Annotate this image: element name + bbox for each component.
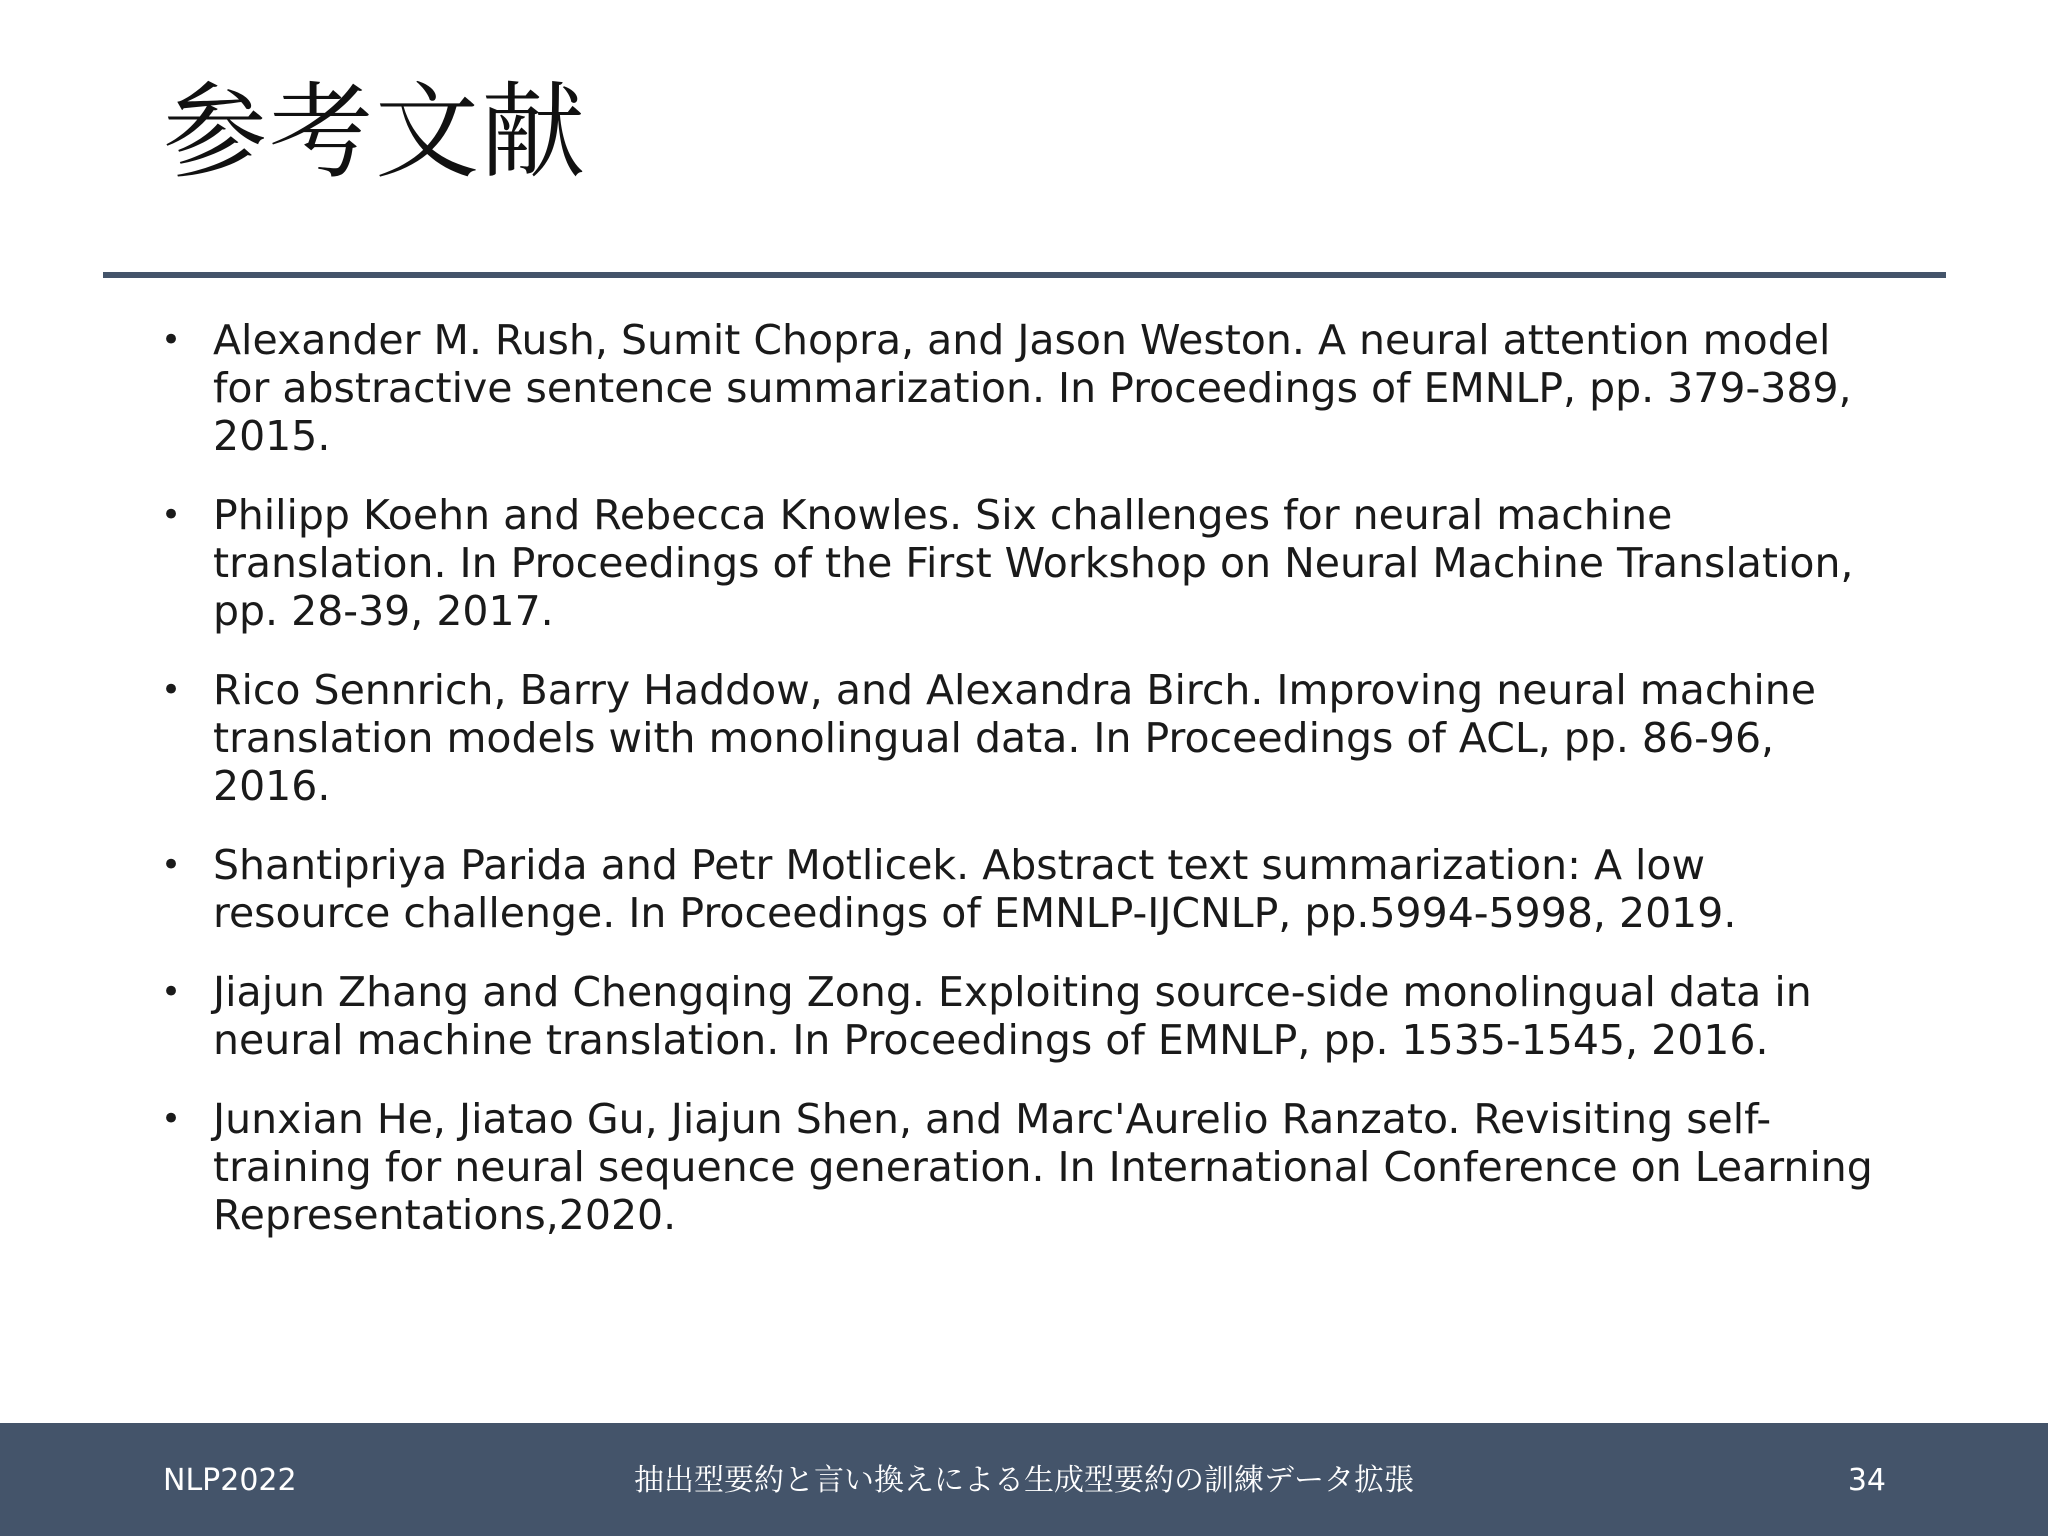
bullet-icon: • [161,495,182,535]
bullet-icon: • [161,1099,182,1139]
reference-list [150,316,1890,1270]
reference-text: Junxian He, Jiatao Gu, Jiajun Shen, and Marc'Aurelio Ranzato. Revisiting self-training for neural sequence generation. In International Conference on Learning Representations,2020. [213,1095,1873,1239]
reference-item [150,316,1890,460]
reference-item [150,666,1890,810]
reference-item [150,841,1890,937]
bullet-icon: • [161,320,182,360]
page-number: 34 [1847,1463,1886,1498]
footer-conference: NLP2022 [163,1463,297,1498]
reference-item [150,1095,1890,1239]
reference-text: Rico Sennrich, Barry Haddow, and Alexandra Birch. Improving neural machine translation models with monolingual data. In Proceedings of ACL, pp. 86-96, 2016. [213,666,1817,810]
reference-text: Shantipriya Parida and Petr Motlicek. Abstract text summarization: A low resource challenge. In Proceedings of EMNLP-IJCNLP, pp.5994-5998, 2019. [213,841,1737,937]
reference-text: Philipp Koehn and Rebecca Knowles. Six challenges for neural machine translation. In Proceedings of the First Workshop on Neural Machine Translation, pp. 28-39, 2017. [213,491,1854,635]
bullet-icon: • [161,670,182,710]
footer-presentation-title: 抽出型要約と言い換えによる生成型要約の訓練データ拡張 [634,1463,1414,1498]
footer-bar [0,1423,2048,1536]
reference-item [150,968,1890,1064]
reference-text: Jiajun Zhang and Chengqing Zong. Exploiting source-side monolingual data in neural machine translation. In Proceedings of EMNLP, pp. 1535-1545, 2016. [213,968,1812,1064]
bullet-icon: • [161,845,182,885]
reference-text: Alexander M. Rush, Sumit Chopra, and Jason Weston. A neural attention model for abstractive sentence summarization. In Proceedings of EMNLP, pp. 379-389, 2015. [213,316,1852,460]
bullet-icon: • [161,972,182,1012]
reference-item [150,491,1890,635]
title-divider [103,272,1946,278]
slide-title: 参考文献 [163,71,588,193]
